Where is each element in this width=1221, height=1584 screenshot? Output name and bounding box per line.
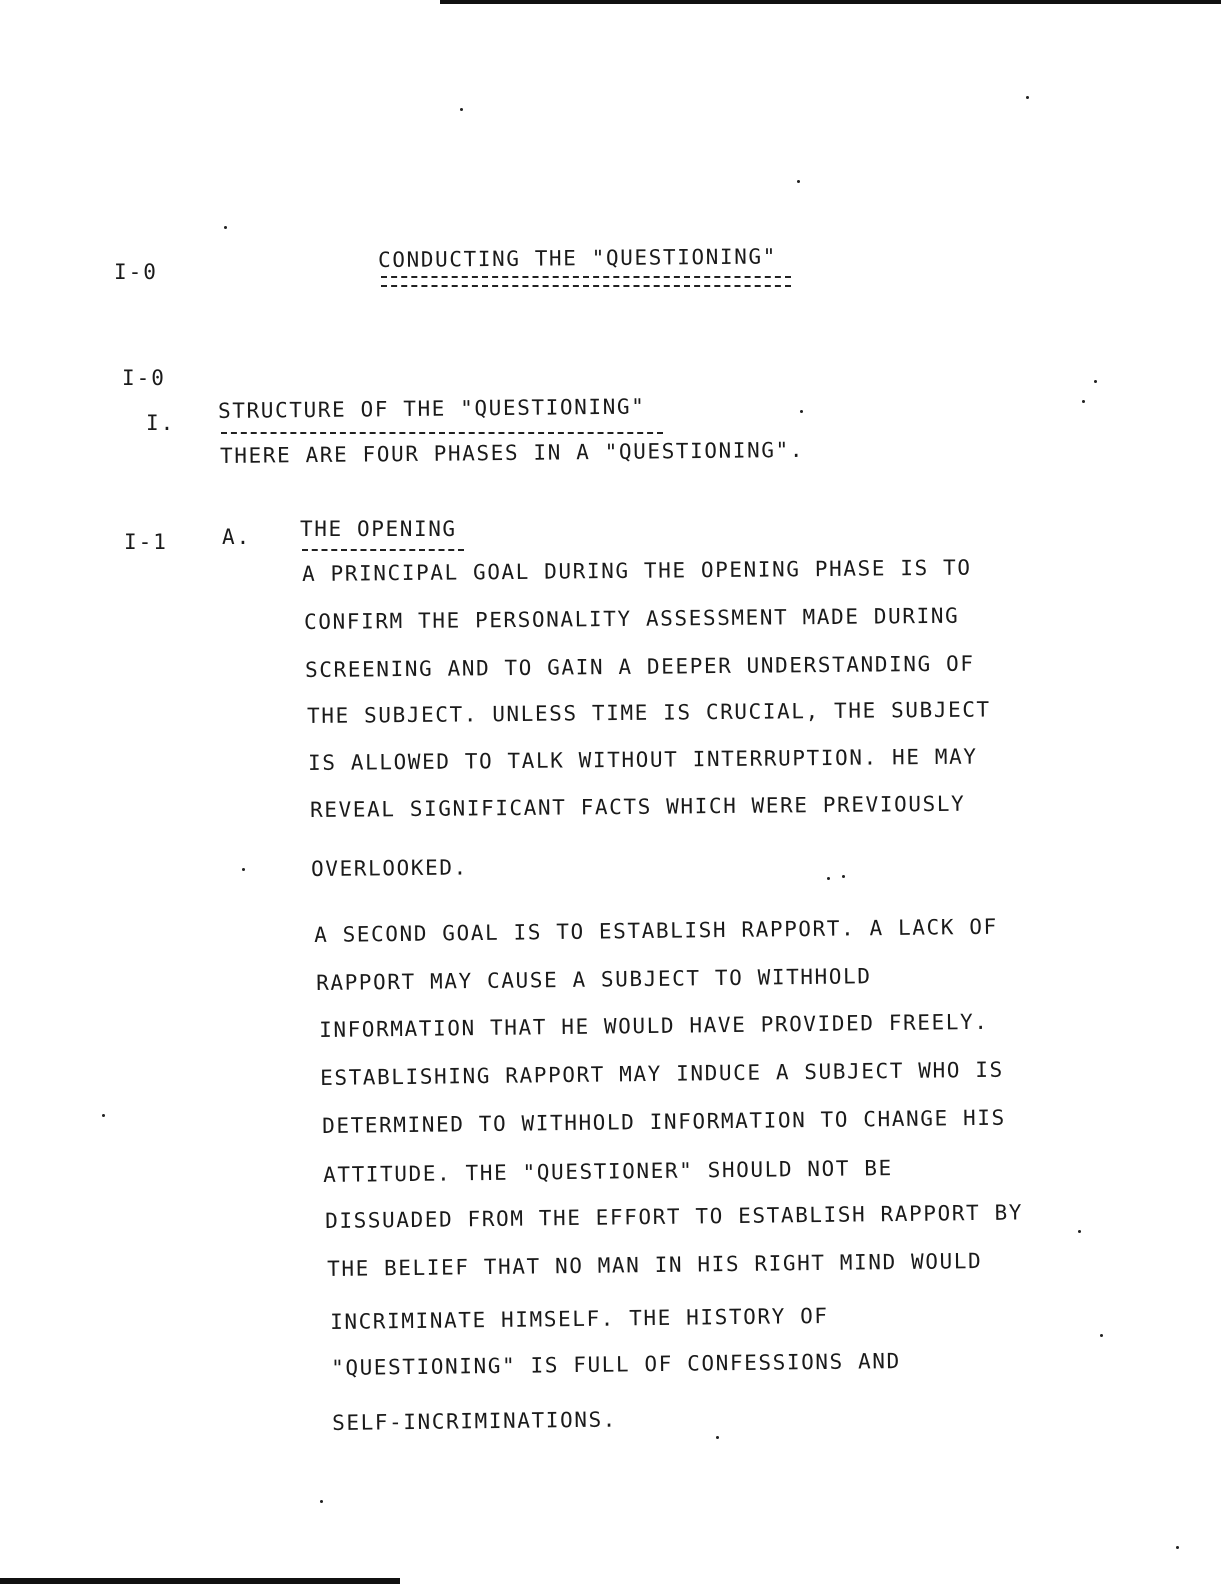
section-heading-underline	[221, 432, 663, 434]
paragraph-line: RAPPORT MAY CAUSE A SUBJECT TO WITHHOLD	[315, 964, 872, 995]
section-heading: STRUCTURE OF THE "QUESTIONING"	[217, 394, 646, 423]
scan-speck	[320, 1500, 323, 1503]
paragraph-line: ESTABLISHING RAPPORT MAY INDUCE A SUBJECT WHO IS	[319, 1057, 1004, 1090]
scan-speck	[842, 875, 845, 878]
paragraph-line: SCREENING AND TO GAIN A DEEPER UNDERSTANDING OF	[304, 651, 975, 682]
scan-edge-bottom	[0, 1578, 400, 1584]
subsection-heading: THE OPENING	[300, 517, 457, 541]
scan-speck	[1026, 96, 1029, 99]
item-letter-a: A.	[222, 525, 252, 549]
scan-speck	[242, 868, 245, 871]
paragraph-line: ATTITUDE. THE "QUESTIONER" SHOULD NOT BE	[322, 1156, 893, 1187]
paragraph-line: DETERMINED TO WITHHOLD INFORMATION TO CHANGE HIS	[321, 1105, 1006, 1138]
margin-marker-section-one: I.	[146, 411, 176, 435]
paragraph-line: A PRINCIPAL GOAL DURING THE OPENING PHASE IS TO	[301, 555, 972, 586]
paragraph-line: THE BELIEF THAT NO MAN IN HIS RIGHT MIND WOULD	[326, 1248, 983, 1281]
scan-speck	[1082, 400, 1085, 403]
scan-speck	[800, 410, 803, 413]
paragraph-line: OVERLOOKED.	[310, 855, 468, 881]
paragraph-line: IS ALLOWED TO TALK WITHOUT INTERRUPTION. HE MAY	[307, 744, 978, 775]
paragraph-line: DISSUADED FROM THE EFFORT TO ESTABLISH RAPPORT BY	[324, 1200, 1024, 1233]
scan-speck	[460, 108, 463, 111]
paragraph-line: REVEAL SIGNIFICANT FACTS WHICH WERE PREVIOUSLY	[309, 791, 966, 822]
margin-marker-page: I-0	[114, 260, 158, 284]
scan-speck	[797, 180, 800, 183]
margin-marker-section: I-0	[122, 366, 166, 390]
paragraph-line: INFORMATION THAT HE WOULD HAVE PROVIDED FREELY.	[318, 1009, 989, 1042]
paragraph-line: THE SUBJECT. UNLESS TIME IS CRUCIAL, THE SUBJECT	[306, 697, 991, 728]
section-intro: THERE ARE FOUR PHASES IN A "QUESTIONING".	[219, 437, 805, 468]
scan-speck	[102, 1114, 105, 1117]
page-title: CONDUCTING THE "QUESTIONING"	[377, 244, 777, 272]
scan-speck	[1176, 1546, 1179, 1549]
paragraph-line: SELF-INCRIMINATIONS.	[331, 1407, 618, 1435]
scan-speck	[224, 226, 227, 229]
subsection-heading-underline	[302, 549, 464, 551]
title-double-underline	[381, 276, 791, 287]
paragraph-line: "QUESTIONING" IS FULL OF CONFESSIONS AND	[330, 1349, 901, 1380]
paragraph-line: INCRIMINATE HIMSELF. THE HISTORY OF	[329, 1303, 829, 1334]
paragraph-line: CONFIRM THE PERSONALITY ASSESSMENT MADE DURING	[303, 603, 960, 634]
margin-marker-subsection: I-1	[124, 530, 168, 554]
scan-speck	[1078, 1230, 1081, 1233]
scan-speck	[827, 877, 830, 880]
scan-speck	[1100, 1334, 1103, 1337]
scan-edge-top	[440, 0, 1221, 4]
scan-speck	[716, 1436, 719, 1439]
scan-speck	[1094, 380, 1097, 383]
paragraph-line: A SECOND GOAL IS TO ESTABLISH RAPPORT. A LACK OF	[313, 914, 998, 947]
